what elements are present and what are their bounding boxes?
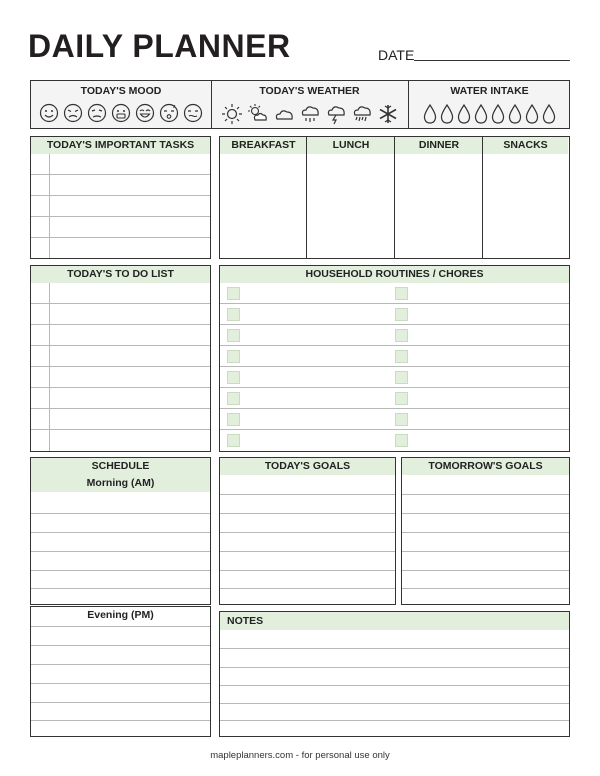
weather-title: TODAY'S WEATHER	[259, 85, 360, 97]
chore-checkbox[interactable]	[227, 413, 240, 426]
chore-checkbox[interactable]	[227, 371, 240, 384]
date-field[interactable]	[414, 60, 570, 61]
todo-list-box	[30, 265, 211, 452]
chore-checkbox[interactable]	[227, 287, 240, 300]
dinner-column[interactable]	[395, 137, 483, 258]
chore-checkbox[interactable]	[395, 413, 408, 426]
notes-box	[219, 611, 570, 737]
important-tasks-box	[30, 136, 211, 259]
meals-box	[219, 136, 570, 259]
mood-section	[31, 81, 211, 128]
sun-icon[interactable]	[221, 103, 243, 125]
footer-text: mapleplanners.com - for personal use only	[210, 750, 390, 761]
tasks-header: TODAY'S IMPORTANT TASKS	[31, 137, 210, 154]
chore-checkbox[interactable]	[227, 434, 240, 447]
breakfast-column[interactable]	[220, 137, 307, 258]
water-drops	[408, 104, 571, 124]
weather-icons	[211, 103, 408, 125]
water-drop-icon[interactable]	[508, 104, 522, 124]
todays-goals-box	[219, 457, 396, 605]
morning-label: Morning (AM)	[31, 475, 210, 492]
todays-goals-header: TODAY'S GOALS	[220, 458, 395, 475]
evening-label: Evening (PM)	[31, 607, 210, 624]
partly-cloudy-icon[interactable]	[247, 103, 269, 125]
tomorrows-goals-box	[401, 457, 570, 605]
water-drop-icon[interactable]	[440, 104, 454, 124]
snowflake-icon[interactable]	[377, 103, 399, 125]
mood-title: TODAY'S MOOD	[80, 85, 162, 97]
snacks-column[interactable]	[483, 137, 568, 258]
top-strip	[30, 80, 570, 129]
water-drop-icon[interactable]	[474, 104, 488, 124]
tomorrows-goals-header: TOMORROW'S GOALS	[402, 458, 569, 475]
sleepy-face-icon[interactable]	[159, 103, 179, 123]
chore-checkbox[interactable]	[227, 392, 240, 405]
chore-checkbox[interactable]	[227, 350, 240, 363]
chore-checkbox[interactable]	[227, 329, 240, 342]
weather-section	[211, 81, 408, 128]
evening-box	[30, 606, 211, 737]
rain-cloud-icon[interactable]	[299, 103, 321, 125]
chore-checkbox[interactable]	[227, 308, 240, 321]
water-title: WATER INTAKE	[450, 85, 529, 97]
lunch-header: LUNCH	[307, 137, 395, 154]
chore-checkbox[interactable]	[395, 287, 408, 300]
todo-header: TODAY'S TO DO LIST	[31, 266, 210, 283]
schedule-box	[30, 457, 211, 605]
chores-box	[219, 265, 570, 452]
sick-face-icon[interactable]	[183, 103, 203, 123]
sad-face-icon[interactable]	[87, 103, 107, 123]
water-drop-icon[interactable]	[457, 104, 471, 124]
svg-text:z: z	[173, 104, 176, 110]
snacks-header: SNACKS	[483, 137, 568, 154]
chore-checkbox[interactable]	[395, 392, 408, 405]
smile-face-icon[interactable]	[39, 103, 59, 123]
chore-checkbox[interactable]	[395, 329, 408, 342]
page-title: DAILY PLANNER	[28, 28, 291, 64]
date-label: DATE	[378, 47, 415, 63]
storm-cloud-icon[interactable]	[325, 103, 347, 125]
cloud-icon[interactable]	[273, 103, 295, 125]
dinner-header: DINNER	[395, 137, 483, 154]
chore-checkbox[interactable]	[395, 308, 408, 321]
mood-icons	[31, 103, 211, 123]
water-drop-icon[interactable]	[491, 104, 505, 124]
water-drop-icon[interactable]	[542, 104, 556, 124]
crying-face-icon[interactable]	[111, 103, 131, 123]
notes-header: NOTES	[220, 612, 569, 630]
heavy-rain-icon[interactable]	[351, 103, 373, 125]
chores-header: HOUSEHOLD ROUTINES / CHORES	[220, 266, 569, 283]
angry-face-icon[interactable]	[63, 103, 83, 123]
breakfast-header: BREAKFAST	[220, 137, 307, 154]
water-drop-icon[interactable]	[423, 104, 437, 124]
chore-checkbox[interactable]	[395, 350, 408, 363]
chore-checkbox[interactable]	[395, 371, 408, 384]
lunch-column[interactable]	[307, 137, 395, 258]
water-section	[408, 81, 571, 128]
water-drop-icon[interactable]	[525, 104, 539, 124]
chore-checkbox[interactable]	[395, 434, 408, 447]
laughing-face-icon[interactable]	[135, 103, 155, 123]
schedule-header: SCHEDULE	[31, 458, 210, 475]
